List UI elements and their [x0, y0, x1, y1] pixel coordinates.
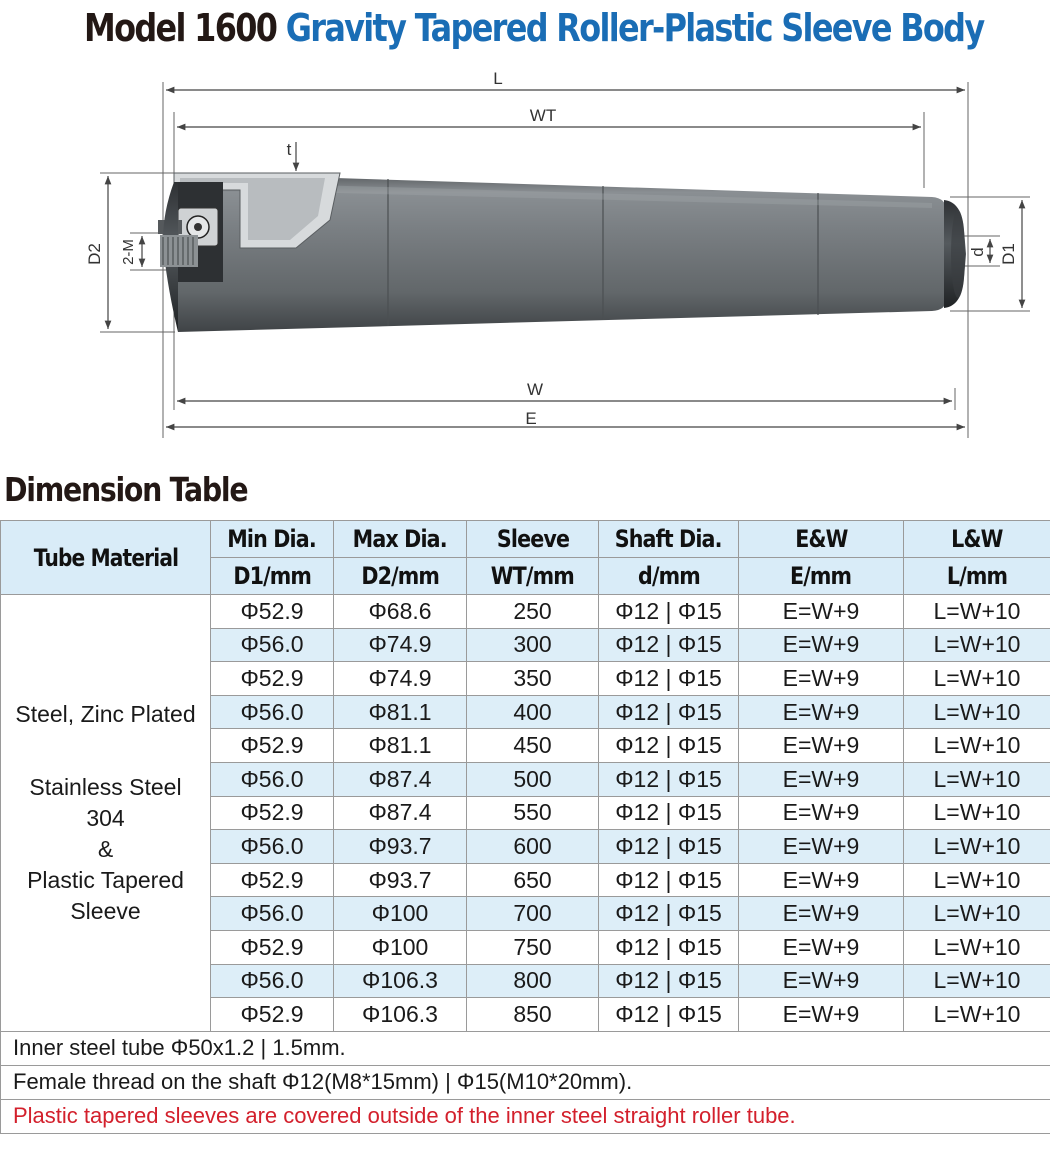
material-line: Steel, Zinc Plated [15, 700, 196, 727]
header-l-w: L&W [904, 521, 1050, 558]
l-formula-cell: L=W+10 [904, 729, 1050, 763]
e-formula-cell: E=W+9 [739, 863, 904, 897]
max-dia-cell: Φ68.6 [334, 595, 467, 629]
sleeve-cell: 350 [467, 662, 599, 696]
material-line: & [97, 835, 114, 862]
shaft-dia-cell: Φ12 | Φ15 [599, 897, 739, 931]
sleeve-cell: 300 [467, 628, 599, 662]
label-M: 2-M [120, 239, 137, 265]
dimension-table-title: Dimension Table [4, 470, 248, 509]
min-dia-cell: Φ52.9 [211, 998, 334, 1032]
sleeve-cell: 650 [467, 863, 599, 897]
min-dia-cell: Φ56.0 [211, 628, 334, 662]
header-e-w: E&W [739, 521, 904, 558]
header-l-unit: L/mm [904, 558, 1050, 595]
e-formula-cell: E=W+9 [739, 762, 904, 796]
shaft-dia-cell: Φ12 | Φ15 [599, 998, 739, 1032]
min-dia-cell: Φ52.9 [211, 729, 334, 763]
sleeve-cell: 500 [467, 762, 599, 796]
label-L: L [493, 70, 503, 88]
min-dia-cell: Φ56.0 [211, 762, 334, 796]
l-formula-cell: L=W+10 [904, 830, 1050, 864]
shaft-dia-cell: Φ12 | Φ15 [599, 662, 739, 696]
e-formula-cell: E=W+9 [739, 595, 904, 629]
header-tube-material: Tube Material [1, 521, 211, 595]
table-row [1, 595, 1050, 629]
min-dia-cell: Φ52.9 [211, 662, 334, 696]
header-d-unit: d/mm [599, 558, 739, 595]
l-formula-cell: L=W+10 [904, 796, 1050, 830]
l-formula-cell: L=W+10 [904, 595, 1050, 629]
min-dia-cell: Φ56.0 [211, 830, 334, 864]
header-e-unit: E/mm [739, 558, 904, 595]
l-formula-cell: L=W+10 [904, 930, 1050, 964]
l-formula-cell: L=W+10 [904, 762, 1050, 796]
shaft-dia-cell: Φ12 | Φ15 [599, 595, 739, 629]
max-dia-cell: Φ74.9 [334, 662, 467, 696]
sleeve-cell: 700 [467, 897, 599, 931]
dimension-table [0, 520, 1050, 1134]
min-dia-cell: Φ56.0 [211, 695, 334, 729]
e-formula-cell: E=W+9 [739, 964, 904, 998]
label-D2: D2 [85, 243, 104, 265]
note-row [1, 1099, 1050, 1133]
l-formula-cell: L=W+10 [904, 662, 1050, 696]
header-sleeve: Sleeve [467, 521, 599, 558]
max-dia-cell: Φ93.7 [334, 830, 467, 864]
label-D1: D1 [999, 243, 1018, 265]
label-E: E [525, 409, 537, 428]
e-formula-cell: E=W+9 [739, 662, 904, 696]
l-formula-cell: L=W+10 [904, 897, 1050, 931]
sleeve-cell: 800 [467, 964, 599, 998]
note-inner-tube: Inner steel tube Φ50x1.2 | 1.5mm. [1, 1031, 1050, 1065]
shaft-dia-cell: Φ12 | Φ15 [599, 695, 739, 729]
e-formula-cell: E=W+9 [739, 897, 904, 931]
note-sleeve-warning: Plastic tapered sleeves are covered outside of the inner steel straight roller tube. [1, 1099, 1050, 1133]
header-row-1 [1, 521, 1050, 558]
e-formula-cell: E=W+9 [739, 796, 904, 830]
shaft-dia-cell: Φ12 | Φ15 [599, 830, 739, 864]
e-formula-cell: E=W+9 [739, 729, 904, 763]
sleeve-cell: 450 [467, 729, 599, 763]
header-min-dia: Min Dia. [211, 521, 334, 558]
material-line: Sleeve [70, 897, 141, 924]
max-dia-cell: Φ74.9 [334, 628, 467, 662]
sleeve-cell: 250 [467, 595, 599, 629]
min-dia-cell: Φ52.9 [211, 863, 334, 897]
min-dia-cell: Φ52.9 [211, 930, 334, 964]
min-dia-cell: Φ56.0 [211, 897, 334, 931]
e-formula-cell: E=W+9 [739, 998, 904, 1032]
max-dia-cell: Φ87.4 [334, 796, 467, 830]
l-formula-cell: L=W+10 [904, 863, 1050, 897]
header-max-dia: Max Dia. [334, 521, 467, 558]
header-shaft-dia: Shaft Dia. [599, 521, 739, 558]
sleeve-cell: 400 [467, 695, 599, 729]
e-formula-cell: E=W+9 [739, 930, 904, 964]
l-formula-cell: L=W+10 [904, 695, 1050, 729]
shaft-dia-cell: Φ12 | Φ15 [599, 930, 739, 964]
max-dia-cell: Φ106.3 [334, 998, 467, 1032]
max-dia-cell: Φ81.1 [334, 729, 467, 763]
e-formula-cell: E=W+9 [739, 695, 904, 729]
note-row [1, 1065, 1050, 1099]
l-formula-cell: L=W+10 [904, 628, 1050, 662]
min-dia-cell: Φ56.0 [211, 964, 334, 998]
max-dia-cell: Φ100 [334, 897, 467, 931]
header-wt-unit: WT/mm [467, 558, 599, 595]
label-d: d [968, 247, 987, 257]
title-model: Model 1600 [84, 6, 277, 50]
note-row [1, 1031, 1050, 1065]
min-dia-cell: Φ52.9 [211, 595, 334, 629]
label-WT: WT [529, 106, 557, 125]
min-dia-cell: Φ52.9 [211, 796, 334, 830]
l-formula-cell: L=W+10 [904, 964, 1050, 998]
header-d2-unit: D2/mm [334, 558, 467, 595]
label-t: t [286, 140, 292, 159]
shaft-dia-cell: Φ12 | Φ15 [599, 762, 739, 796]
roller-drawing [0, 70, 1050, 445]
l-formula-cell: L=W+10 [904, 998, 1050, 1032]
material-line: 304 [86, 804, 125, 831]
max-dia-cell: Φ87.4 [334, 762, 467, 796]
e-formula-cell: E=W+9 [739, 830, 904, 864]
header-d1-unit: D1/mm [211, 558, 334, 595]
title-description: Gravity Tapered Roller-Plastic Sleeve Body [285, 6, 984, 50]
max-dia-cell: Φ106.3 [334, 964, 467, 998]
page-title [84, 6, 984, 50]
sleeve-cell: 850 [467, 998, 599, 1032]
e-formula-cell: E=W+9 [739, 628, 904, 662]
note-female-thread: Female thread on the shaft Φ12(M8*15mm) | Φ15(M10*20mm). [1, 1065, 1050, 1099]
sleeve-cell: 600 [467, 830, 599, 864]
shaft-dia-cell: Φ12 | Φ15 [599, 729, 739, 763]
material-line: Plastic Tapered [27, 866, 184, 893]
tube-material-cell [1, 595, 211, 1032]
label-W: W [526, 380, 544, 399]
sleeve-cell: 550 [467, 796, 599, 830]
shaft-dia-cell: Φ12 | Φ15 [599, 796, 739, 830]
max-dia-cell: Φ93.7 [334, 863, 467, 897]
material-line: Stainless Steel [29, 773, 182, 800]
sleeve-cell: 750 [467, 930, 599, 964]
shaft-dia-cell: Φ12 | Φ15 [599, 628, 739, 662]
max-dia-cell: Φ100 [334, 930, 467, 964]
shaft-dia-cell: Φ12 | Φ15 [599, 863, 739, 897]
shaft-dia-cell: Φ12 | Φ15 [599, 964, 739, 998]
max-dia-cell: Φ81.1 [334, 695, 467, 729]
